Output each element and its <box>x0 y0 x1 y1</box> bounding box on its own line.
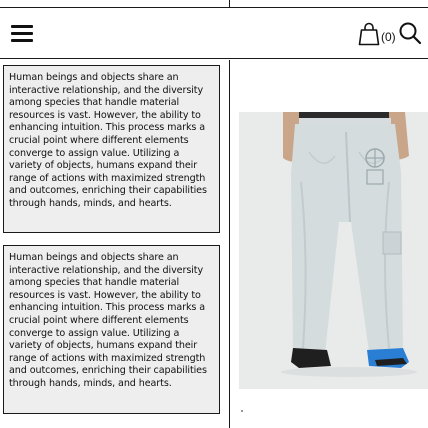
search-button[interactable] <box>398 21 422 45</box>
description-text: Human beings and objects share an interactive relationship, and the diversity among species that handle material resources is vast. However, the ability to enhancing intuition. This process marks a crucial point where different elements converge to assign value. Utilizing a variety of objects, humans expand their range of actions with maximized strength and outcomes, enriching their capabilities through hands, minds, and hearts. <box>9 252 207 389</box>
site-header <box>0 8 428 59</box>
main-content <box>0 60 428 428</box>
cart-button[interactable] <box>358 20 396 46</box>
column-divider <box>229 60 230 428</box>
menu-bar <box>11 25 33 28</box>
description-box <box>3 245 220 414</box>
menu-bar <box>11 39 33 42</box>
search-icon <box>398 21 422 45</box>
top-strip <box>0 0 428 8</box>
top-strip-divider <box>229 0 230 8</box>
description-text: Human beings and objects share an interactive relationship, and the diversity among species that handle material resources is vast. However, the ability to enhancing intuition. This process marks a crucial point where different elements converge to assign value. Utilizing a variety of objects, humans expand their range of actions with maximized strength and outcomes, enriching their capabilities through hands, minds, and hearts. <box>9 72 207 209</box>
jeans-photo <box>239 112 428 389</box>
shopping-bag-icon <box>358 22 380 46</box>
product-image[interactable] <box>239 112 428 389</box>
description-box <box>3 65 220 233</box>
menu-bar <box>11 32 33 35</box>
hamburger-menu-icon[interactable] <box>11 24 33 42</box>
image-caption-marker <box>241 410 243 412</box>
cart-count: (0) <box>381 30 396 44</box>
